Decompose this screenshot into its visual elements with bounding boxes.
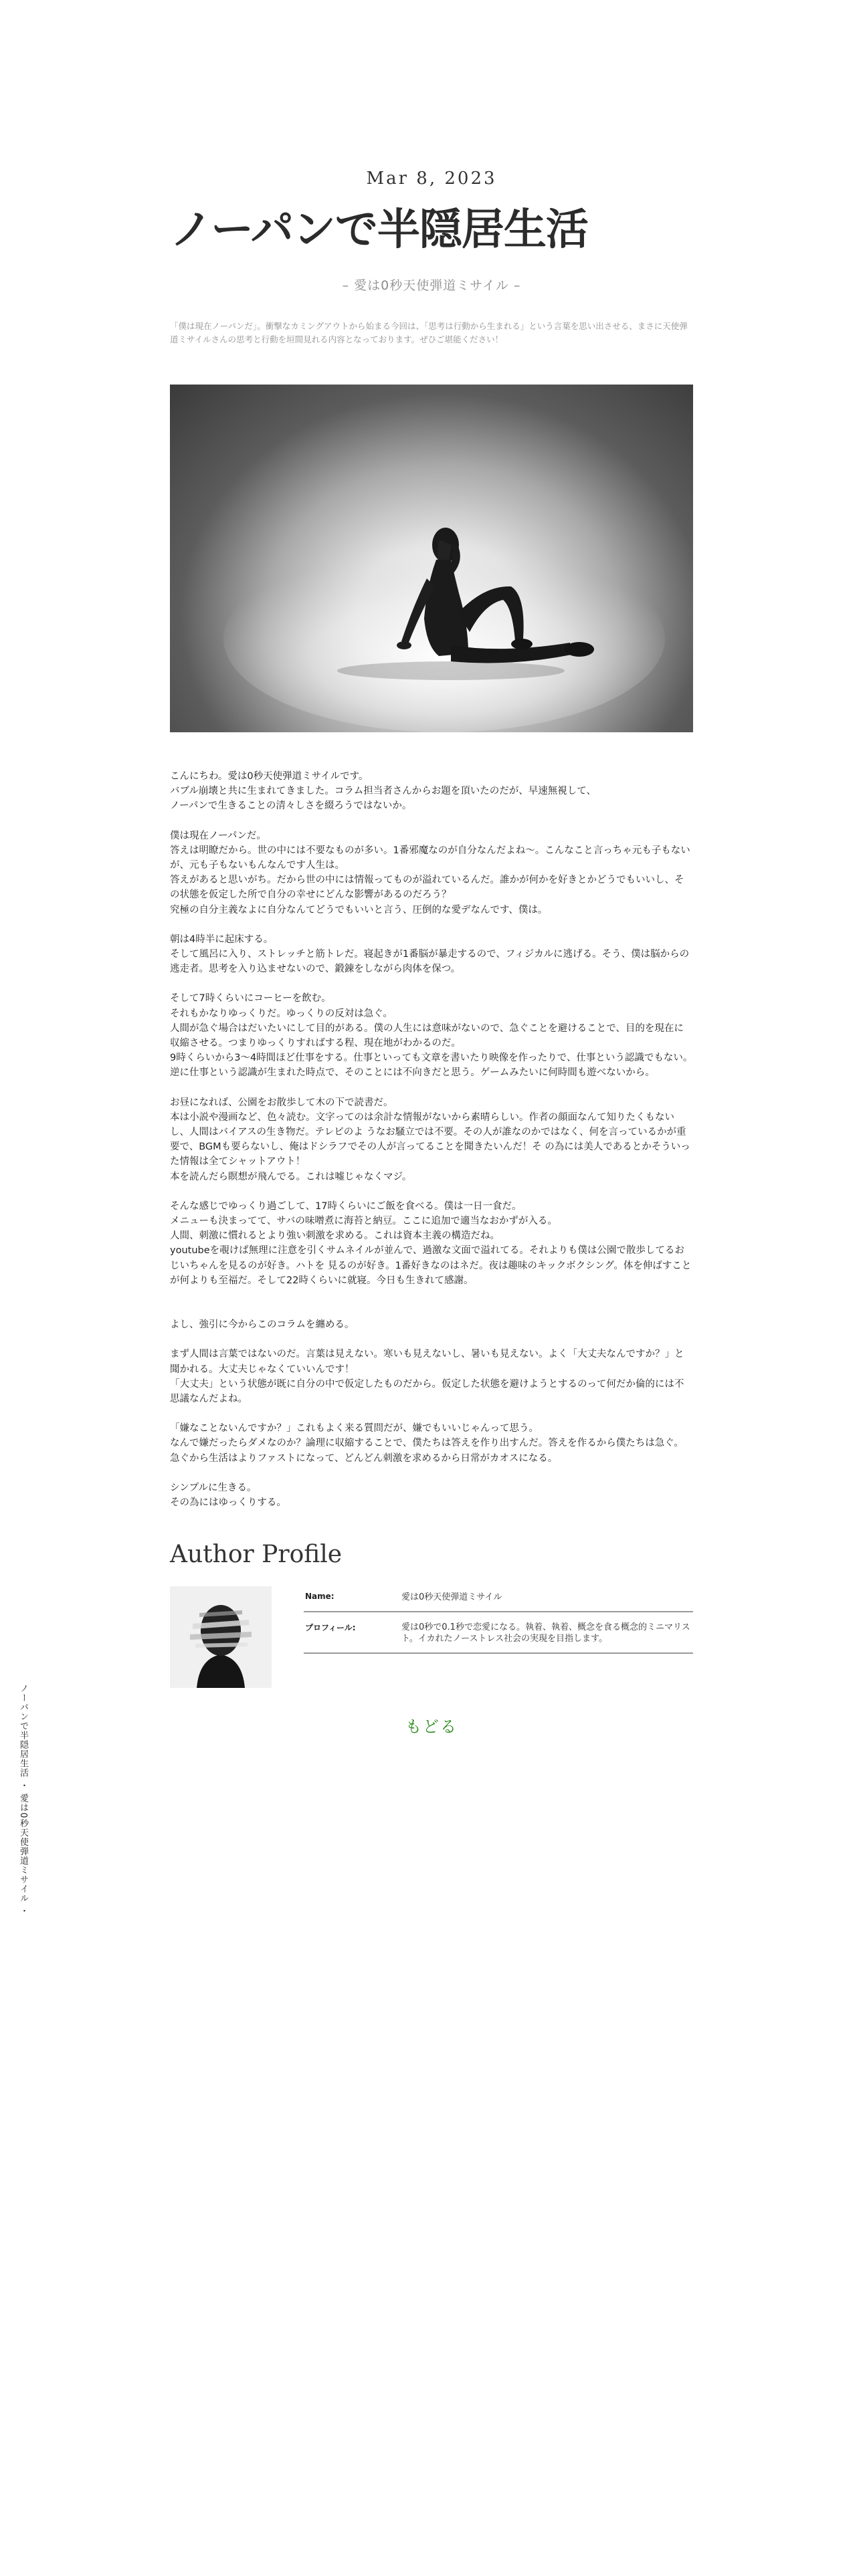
back-link[interactable]: もどる	[405, 1717, 458, 1736]
paragraph: まず人間は言葉ではないのだ。言葉は見えない。寒いも見えないし、暑いも見えない。よく「大丈夫なんですか？」と聞かれる。大丈夫じゃなくていいんです！ 「大丈夫」という状態が既に自分の中で仮定したものだから。仮定した状態を避けようとするのって何だか倫的には不思議なんだよね。	[170, 1349, 684, 1404]
avatar	[170, 1586, 272, 1688]
lead-text: 「僕は現在ノーパンだ」。衝撃なカミングアウトから始まる今回は、「思考は行動から生まれる」という言葉を思い出させる、まさに天使弾道ミサイルさんの思考と行動を垣間見れる内容となっております。ぜひご堪能ください！	[170, 321, 688, 344]
paragraph: そして7時くらいにコーヒーを飲む。 それもかなりゆっくりだ。ゆっくりの反対は急ぐ。 人間が急ぐ場合はだいたいにして目的がある。僕の人生には意味がないので、急ぐことを避けることで、目的を現在に収縮させる。つまりゆっくりすればする程、現在地がわかるのだ。 9時くらいから3〜4時間ほど仕事をする。仕事といっても文章を書いたり映像を作ったりで、仕事という認識でもない。逆に仕事という認識が生まれた時点で、そのことには不向きだと思う。ゲームみたいに何時間も遊べないから。	[170, 993, 693, 1079]
name-value: 愛は0秒天使弾道ミサイル	[401, 1592, 502, 1602]
author-subtitle: – 愛は0秒天使弾道ミサイル –	[342, 278, 521, 293]
paragraph: そんな感じでゆっくり過ごして、17時くらいにご飯を食べる。僕は一日一食だ。 メニューも決まってて、サバの味噌煮に海苔と納豆。ここに追加で適当なおかずが入る。 人間、刺激に慣れるとより強い刺激を求める。これは資本主義の構造だね。 youtubeを覗けば無理に注意を引くサムネイルが並んで、過激な文面で溢れてる。それよりも僕は公園で散歩してるおじいちゃんを見るのが好き。ハトを 見るのが好き。1番好きなのはネだ。夜は趣味のキックボクシング。体を伸ばすことが何よりも至福だ。そして22時くらいに就寝。今日も生きれて感謝。	[170, 1200, 692, 1286]
blurred-face-icon	[170, 1586, 272, 1688]
name-label: Name:	[305, 1592, 335, 1601]
paragraph: 僕は現在ノーパンだ。 答えは明瞭だから。世の中には不要なものが多い。1番邪魔なのが自分なんだよね〜。こんなこと言っちゃ元も子もないが、元も子もないもんなんです人生は。 答えがあると思いがち。だから世の中には情報ってものが溢れているんだ。誰かが何かを好きとかどうでもいいし、その状態を仮定した所で自分の幸せにどんな影響があるのだろう？ 究極の自分主義なよに自分なんてどうでもいいと言う、圧倒的な愛デなんです、僕は。	[170, 830, 690, 916]
hero-image	[170, 385, 693, 732]
paragraph: お昼になれば、公園をお散歩して木の下で読書だ。 本は小説や漫画など、色々読む。文字ってのは余計な情報がないから素晴らしい。作者の顔面なんて知りたくもないし、人間はバイアスの生き物だ。テレビのよ うなお騒立では不要。その人が誰なのかではなく、何を言っているかが重要で、BGMも要らないし、俺はドシラフでその人が言ってることを聞きたいんだ！そ の為には美人であるとかそういった情報は全てシャットアウト！ 本を読んだら瞑想が飛んでる。これは嘘じゃなくマジ。	[170, 1097, 690, 1182]
post-date: Mar 8, 2023	[366, 169, 497, 189]
paragraph: 「嫌なことないんですか？」これもよく来る質問だが、嫌でもいいじゃんって思う。 なんで嫌だったらダメなのか？論理に収縮することで、僕たちは答えを作り出すんだ。答えを作るから僕たちは急ぐ。急ぐから生活はよりファストになって、どんどん刺激を求めるから日常がカオスになる。	[170, 1423, 684, 1464]
profile-value: 愛は0秒で0.1秒で恋愛になる。執着、執着、概念を食る概念的ミニマリスト。イカれたノーストレス社会の実現を目指します。	[401, 1622, 690, 1644]
paragraph: シンプルに生きる。 その為にはゆっくりする。	[170, 1482, 286, 1508]
article-body	[170, 769, 693, 1525]
profile-row-bio	[304, 1612, 693, 1654]
profile-row-name	[304, 1588, 693, 1612]
profile-label: プロフィール:	[305, 1623, 356, 1632]
profile-table	[304, 1588, 693, 1654]
author-profile-heading: Author Profile	[170, 1541, 343, 1568]
person-silhouette-icon	[170, 385, 693, 732]
paragraph: こんにちわ。愛は0秒天使弾道ミサイルです。 バブル崩壊と共に生まれてきました。コラム担当者さんからお題を頂いたのだが、早速無視して、 ノーパンで生きることの清々しさを綴ろうではないか。	[170, 771, 596, 812]
paragraph: よし、強引に今からこのコラムを纏める。	[170, 1319, 355, 1331]
page-title: ノーパンで半隠居生活	[170, 205, 588, 253]
paragraph: 朝は4時半に起床する。 そして風呂に入り、ストレッチと筋トレだ。寝起きが1番脳が暴走するので、フィジカルに逃げる。そう、僕は脳からの逃走者。思考を入り込ませないので、鍛錬をしながら肉体を保つ。	[170, 934, 690, 975]
side-vertical-title: ノーパンで半隠居生活 ・ 愛は0秒天使弾道ミサイル ・	[18, 1684, 28, 1916]
